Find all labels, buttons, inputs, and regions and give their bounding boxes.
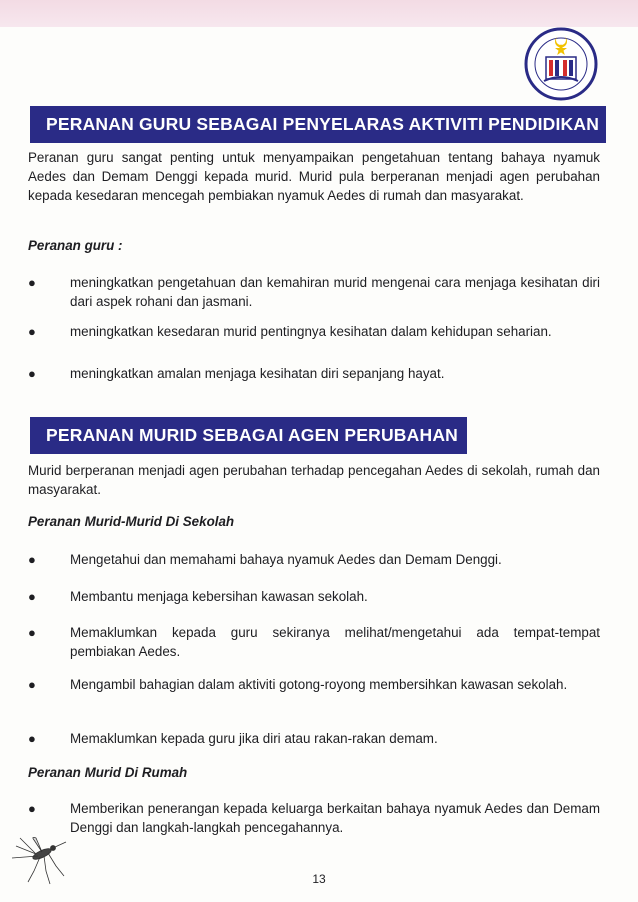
- list-item-text: Mengambil bahagian dalam aktiviti gotong-royong membersihkan kawasan sekolah.: [70, 677, 568, 692]
- section-title-teacher-role: PERANAN GURU SEBAGAI PENYELARAS AKTIVITI PENDIDIKAN: [30, 106, 606, 143]
- bullet-icon: ●: [28, 324, 36, 339]
- student-role-intro: Murid berperanan menjadi agen perubahan terhadap pencegahan Aedes di sekolah, rumah dan masyarakat.: [28, 463, 600, 497]
- list-item-text: Mengetahui dan memahami bahaya nyamuk Aedes dan Demam Denggi.: [70, 552, 502, 567]
- bullet-icon: ●: [28, 275, 36, 290]
- school-role-subheading: Peranan Murid-Murid Di Sekolah: [28, 514, 235, 529]
- list-item-text: Membantu menjaga kebersihan kawasan sekolah.: [70, 589, 368, 604]
- bullet-icon: ●: [28, 731, 36, 746]
- section-title-student-role: PERANAN MURID SEBAGAI AGEN PERUBAHAN: [30, 417, 467, 454]
- top-color-band: [0, 0, 638, 27]
- list-item-text: meningkatkan kesedaran murid pentingnya kesihatan dalam kehidupan seharian.: [70, 324, 552, 339]
- bullet-icon: ●: [28, 625, 36, 640]
- list-item-text: meningkatkan amalan menjaga kesihatan diri sepanjang hayat.: [70, 366, 445, 381]
- bullet-icon: ●: [28, 677, 36, 692]
- teacher-role-intro: Peranan guru sangat penting untuk menyampaikan pengetahuan tentang bahaya nyamuk Aedes dan Demam Denggi kepada murid. Murid pula berperanan menjadi agen perubahan kepada kesedaran mencegah pembiakan nyamuk Aedes di rumah dan masyarakat.: [28, 150, 600, 203]
- teacher-role-subheading: Peranan guru :: [28, 238, 123, 253]
- bullet-icon: ●: [28, 552, 36, 567]
- bullet-icon: ●: [28, 801, 36, 816]
- list-item-text: meningkatkan pengetahuan dan kemahiran murid mengenai cara menjaga kesihatan diri dari aspek rohani dan jasmani.: [70, 275, 600, 309]
- page-number: 13: [312, 872, 326, 886]
- list-item-text: Memaklumkan kepada guru jika diri atau rakan-rakan demam.: [70, 731, 438, 746]
- home-role-subheading: Peranan Murid Di Rumah: [28, 765, 188, 780]
- bullet-icon: ●: [28, 589, 36, 604]
- bullet-icon: ●: [28, 366, 36, 381]
- list-item-text: Memaklumkan kepada guru sekiranya melihat/mengetahui ada tempat-tempat pembiakan Aedes.: [70, 625, 600, 659]
- ministry-crest-icon: [524, 27, 598, 101]
- list-item-text: Memberikan penerangan kepada keluarga berkaitan bahaya nyamuk Aedes dan Demam Denggi dan langkah-langkah pencegahannya.: [70, 801, 600, 835]
